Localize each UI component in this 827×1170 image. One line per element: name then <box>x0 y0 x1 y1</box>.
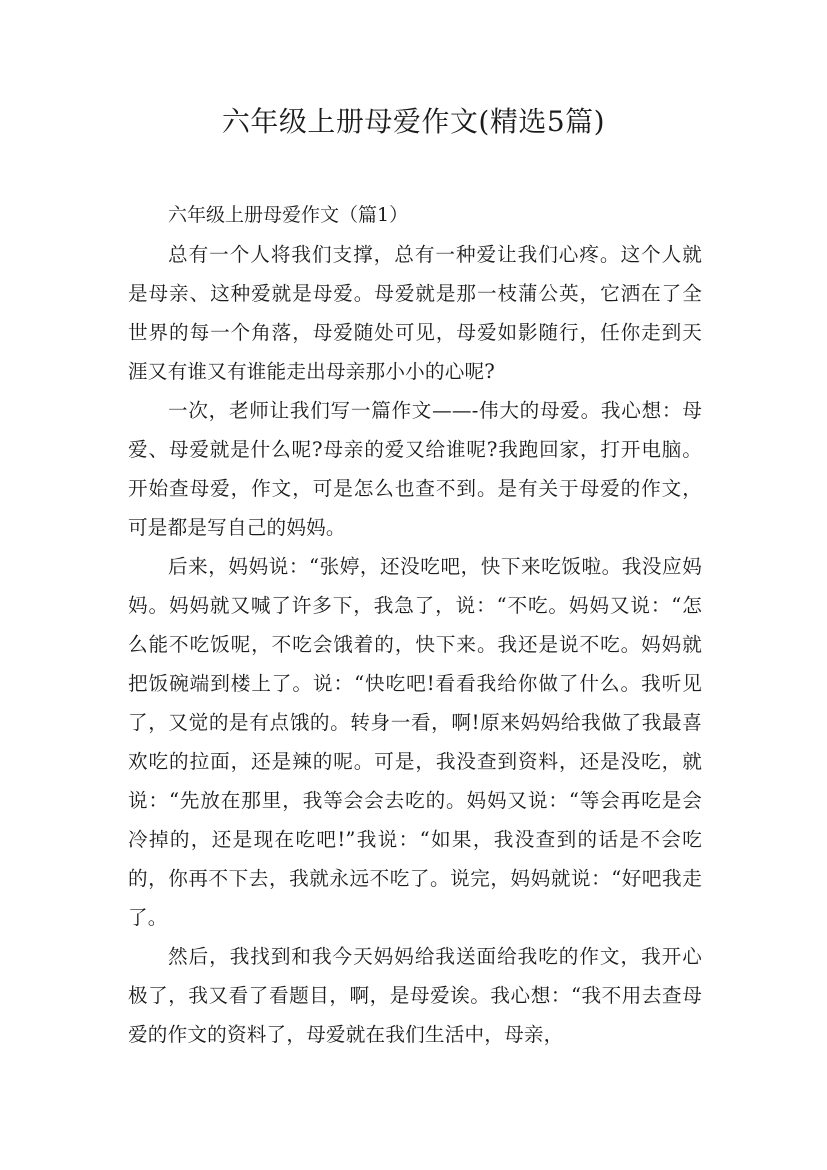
document-body <box>128 196 702 1054</box>
section-heading: 六年级上册母爱作文（篇1） <box>168 204 409 226</box>
paragraph-4: 然后，我找到和我今天妈妈给我送面给我吃的作文，我开心极了，我又看了看题目，啊，是母爱诶。我心想：“我不用去查母爱的作文的资料了，母爱就在我们生活中，母亲， <box>128 945 702 1046</box>
paragraph-1: 总有一个人将我们支撑，总有一种爱让我们心疼。这个人就是母亲、这种爱就是母爱。母爱就是那一枝蒲公英，它洒在了全世界的每一个角落，母爱随处可见，母爱如影随行，任你走到天涯又有谁又有谁能走出母亲那小小的心呢? <box>128 243 702 383</box>
paragraph-3: 后来，妈妈说：“张婷，还没吃吧，快下来吃饭啦。我没应妈妈。妈妈就又喊了许多下，我急了，说：“不吃。妈妈又说：“怎么能不吃饭呢，不吃会饿着的，快下来。我还是说不吃。妈妈就把饭碗端到楼上了。说：“快吃吧!看看我给你做了什么。我听见了，又觉的是有点饿的。转身一看，啊!原来妈妈给我做了我最喜欢吃的拉面，还是辣的呢。可是，我没查到资料，还是没吃，就说：“先放在那里，我等会会去吃的。妈妈又说：“等会再吃是会冷掉的，还是现在吃吧!”我说：“如果，我没查到的话是不会吃的，你再不下去，我就永远不吃了。说完，妈妈就说：“好吧我走了。 <box>128 555 702 929</box>
document-title: 六年级上册母爱作文(精选5篇) <box>221 105 606 138</box>
paragraph-2: 一次，老师让我们写一篇作文——-伟大的母爱。我心想：母爱、母爱就是什么呢?母亲的爱又给谁呢?我跑回家，打开电脑。开始查母爱，作文，可是怎么也查不到。是有关于母爱的作文，可是都是写自己的妈妈。 <box>128 399 702 539</box>
